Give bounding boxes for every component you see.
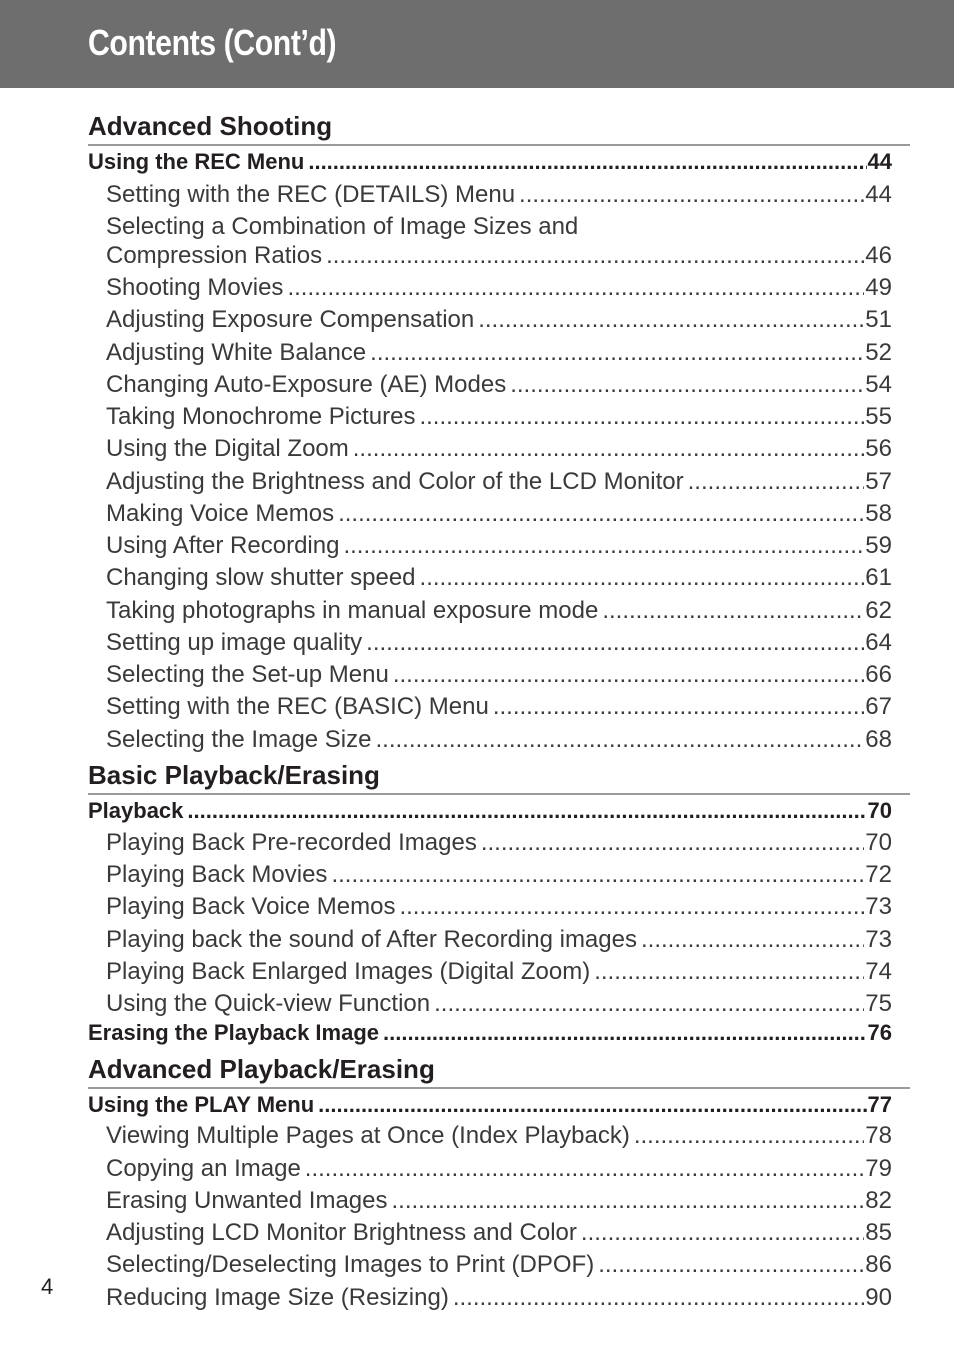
toc-entry[interactable] [106,498,892,530]
entry-page: 85 [865,1219,892,1246]
dot-leader [338,498,864,530]
section-title: Advanced Playback/Erasing [88,1054,435,1084]
section-heading [88,1049,910,1089]
toc-entry[interactable] [106,627,892,659]
toc-entry[interactable] [106,1249,892,1281]
toc-entry[interactable] [106,337,892,369]
toc-entry[interactable] [106,724,892,756]
toc-entry[interactable] [106,924,892,956]
toc-entry[interactable] [106,827,892,859]
entry-page: 70 [867,798,892,823]
entry-label: Viewing Multiple Pages at Once (Index Playback) [106,1122,630,1149]
entry-label: Changing slow shutter speed [106,564,416,591]
dot-leader [370,337,864,369]
entry-label: Shooting Movies [106,274,284,301]
entry-page: 86 [865,1251,892,1278]
dot-leader [187,795,866,827]
entry-label: Adjusting the Brightness and Color of the LCD Monitor [106,468,684,495]
entry-label: Playing Back Voice Memos [106,893,396,920]
dot-leader [478,304,864,336]
entry-label: Using After Recording [106,532,340,559]
dot-leader [634,1120,864,1152]
dot-leader [602,595,864,627]
entry-page: 55 [865,403,892,430]
entry-label: Playing Back Pre-recorded Images [106,829,477,856]
dot-leader [393,659,864,691]
dot-leader [420,562,865,594]
dot-leader [331,859,864,891]
toc-entry[interactable] [106,1120,892,1152]
dot-leader [688,466,865,498]
toc-entry[interactable] [106,466,892,498]
dot-leader [366,627,864,659]
dot-leader [326,240,864,272]
dot-leader [353,433,865,465]
entry-page: 52 [865,339,892,366]
page-title: Contents (Cont’d) [88,22,337,63]
dot-leader [287,272,864,304]
entry-label: Adjusting Exposure Compensation [106,306,475,333]
entry-label: Adjusting White Balance [106,339,367,366]
toc-entry[interactable] [106,1282,892,1314]
entry-label: Changing Auto-Exposure (AE) Modes [106,371,507,398]
dot-leader [305,1153,865,1185]
entry-page: 72 [865,861,892,888]
entry-label: Adjusting LCD Monitor Brightness and Color [106,1219,577,1246]
entry-page: 66 [865,661,892,688]
entry-page: 73 [865,926,892,953]
dot-leader [598,1249,864,1281]
toc-entry[interactable] [106,1217,892,1249]
entry-page: 82 [865,1187,892,1214]
entry-label: Taking photographs in manual exposure mode [106,597,599,624]
toc-entry[interactable] [106,304,892,336]
entry-page: 61 [865,564,892,591]
dot-leader [308,146,866,178]
entry-page: 64 [865,629,892,656]
entry-page: 51 [865,306,892,333]
entry-page: 75 [865,990,892,1017]
entry-page: 70 [865,829,892,856]
dot-leader [453,1282,864,1314]
dot-leader [419,401,864,433]
toc-entry[interactable] [106,988,892,1020]
entry-page: 73 [865,893,892,920]
toc-entry[interactable] [106,562,892,594]
toc-entry[interactable] [106,891,892,923]
toc-entry[interactable] [106,369,892,401]
entry-page: 54 [865,371,892,398]
entry-label: Playing Back Movies [106,861,328,888]
dot-leader [434,988,864,1020]
entry-page: 58 [865,500,892,527]
entry-label-line1[interactable]: Selecting a Combination of Image Sizes and [106,213,579,240]
toc-entry-main[interactable] [88,1089,892,1121]
entry-label: Using the Quick-view Function [106,990,431,1017]
entry-page: 49 [865,274,892,301]
dot-leader [519,179,864,211]
entry-page: 78 [865,1122,892,1149]
entry-label: Selecting the Set-up Menu [106,661,389,688]
entry-label: Setting with the REC (DETAILS) Menu [106,181,516,208]
entry-label: Selecting/Deselecting Images to Print (DPOF) [106,1251,595,1278]
toc-entry-main[interactable] [88,795,892,827]
toc-entry[interactable] [106,659,892,691]
toc-entry[interactable] [106,401,892,433]
entry-page: 68 [865,726,892,753]
entry-page: 59 [865,532,892,559]
section-heading [88,106,910,146]
entry-label: Playing back the sound of After Recording images [106,926,637,953]
entry-label: Using the REC Menu [88,149,305,174]
toc-entry[interactable] [106,240,892,272]
toc-entry[interactable] [106,956,892,988]
page-number: 4 [41,1274,54,1299]
entry-page: 74 [865,958,892,985]
entry-label: Making Voice Memos [106,500,335,527]
entry-label: Playing Back Enlarged Images (Digital Zoom) [106,958,591,985]
toc-entry[interactable] [106,530,892,562]
dot-leader [510,369,864,401]
dot-leader [376,724,865,756]
entry-label: Setting with the REC (BASIC) Menu [106,693,489,720]
toc-entry[interactable] [106,1153,892,1185]
entry-label: Using the PLAY Menu [88,1092,315,1117]
entry-page: 56 [865,435,892,462]
entry-page: 76 [867,1020,892,1045]
toc-entry[interactable] [106,859,892,891]
entry-page: 79 [865,1155,892,1182]
toc-entry-main[interactable] [88,146,892,178]
toc-entry[interactable] [106,691,892,723]
entry-label: Compression Ratios [106,242,323,269]
toc-entry[interactable] [106,433,892,465]
entry-page: 77 [867,1092,892,1117]
dot-leader [481,827,864,859]
entry-page: 44 [865,181,892,208]
entry-label: Playback [88,798,184,823]
dot-leader [399,891,864,923]
entry-label: Selecting the Image Size [106,726,372,753]
entry-label: Setting up image quality [106,629,363,656]
entry-label: Using the Digital Zoom [106,435,349,462]
entry-page: 44 [867,149,892,174]
dot-leader [641,924,864,956]
entry-page: 67 [865,693,892,720]
dot-leader [383,1017,866,1049]
dot-leader [581,1217,864,1249]
toc-entry-main[interactable] [88,1017,892,1049]
dot-leader [391,1185,864,1217]
entry-page: 57 [865,468,892,495]
dot-leader [493,691,864,723]
toc-entry[interactable] [106,1185,892,1217]
dot-leader [594,956,864,988]
entry-label: Taking Monochrome Pictures [106,403,416,430]
section-title: Basic Playback/Erasing [88,760,380,790]
entry-page: 90 [865,1284,892,1311]
entry-label: Erasing Unwanted Images [106,1187,388,1214]
entry-label: Reducing Image Size (Resizing) [106,1284,449,1311]
entry-page: 46 [865,242,892,269]
toc-entry[interactable] [106,179,892,211]
entry-label: Copying an Image [106,1155,301,1182]
dot-leader [318,1089,866,1121]
toc-entry[interactable] [106,272,892,304]
dot-leader [343,530,864,562]
section-heading [88,755,910,795]
entry-page: 62 [865,597,892,624]
entry-label: Erasing the Playback Image [88,1020,380,1045]
section-title: Advanced Shooting [88,111,333,141]
toc-entry[interactable] [106,595,892,627]
